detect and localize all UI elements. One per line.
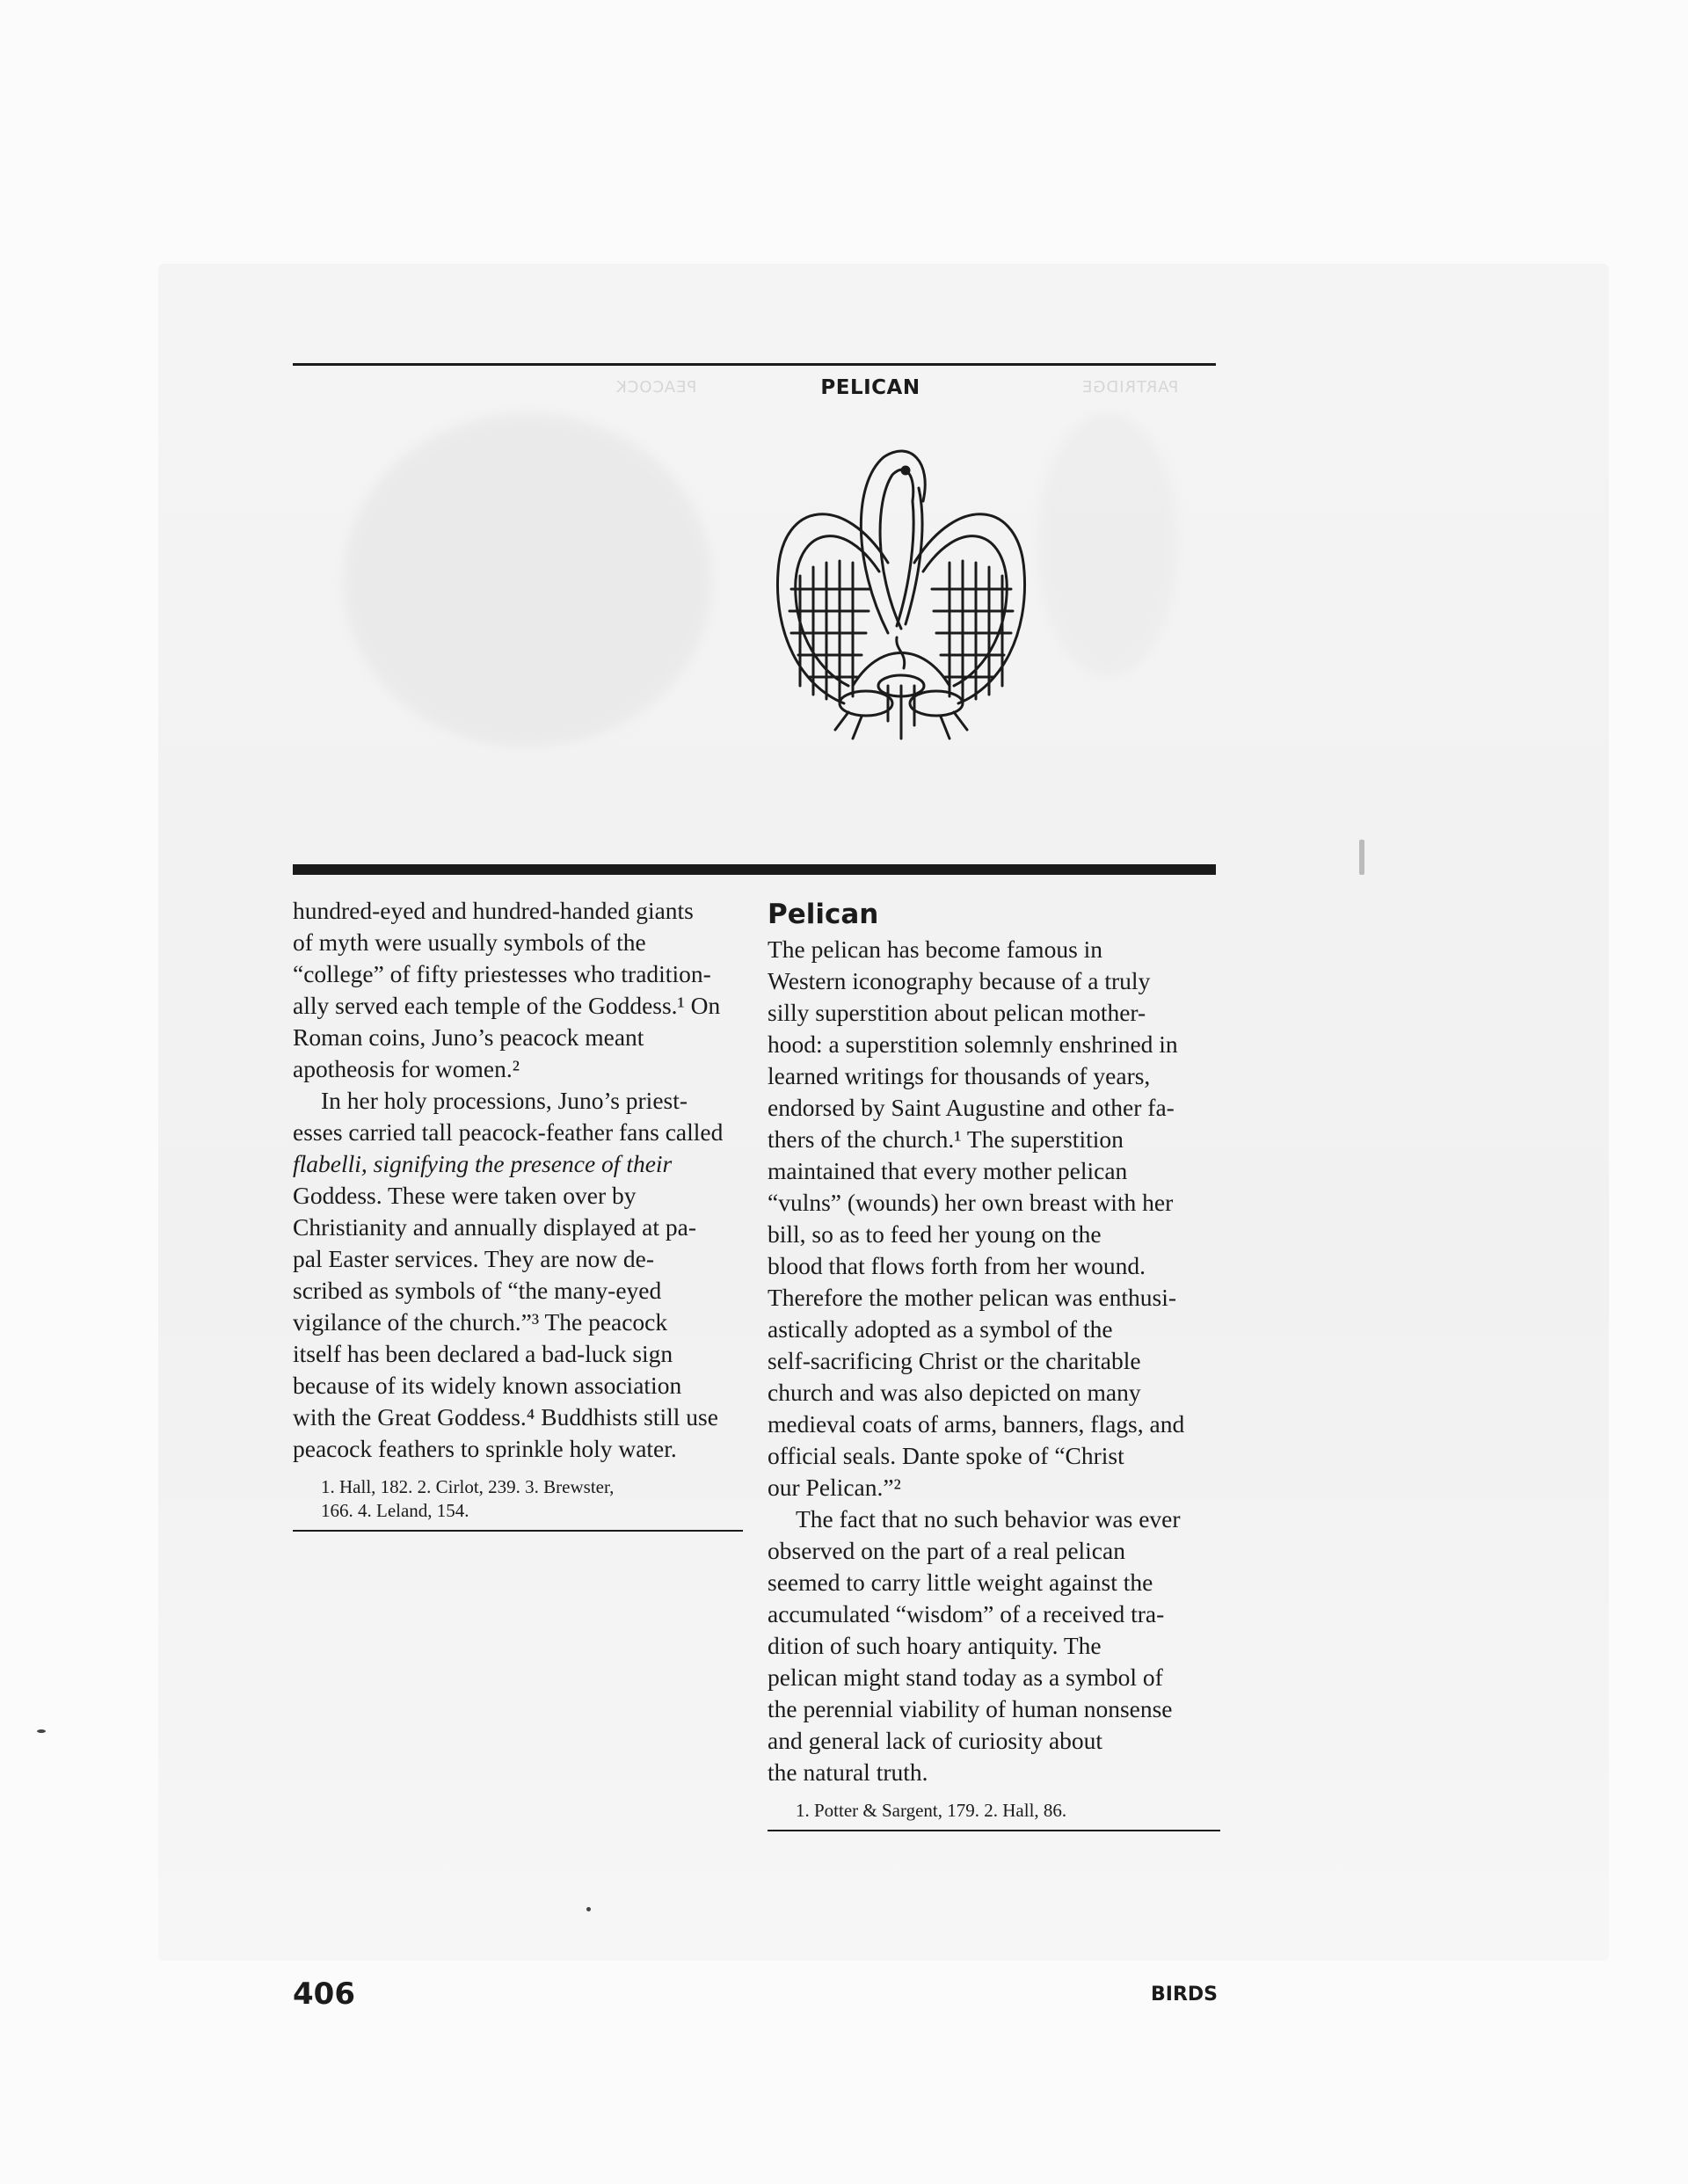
- scan-speck: [37, 1729, 46, 1733]
- text-line: the perennial viability of human nonsense: [768, 1695, 1173, 1722]
- pelican-in-her-piety-icon: [765, 422, 1037, 756]
- bleed-through-bird: [1037, 413, 1178, 677]
- text-line: silly superstition about pelican mother-: [768, 999, 1146, 1026]
- right-column: [768, 895, 1220, 1831]
- section-rule: [293, 864, 1216, 875]
- running-head: PELICAN: [820, 376, 920, 399]
- entry-heading: Pelican: [768, 899, 879, 930]
- text-line: Western iconography because of a truly: [768, 967, 1151, 994]
- left-column: [293, 895, 741, 1532]
- text-line: our Pelican.”²: [768, 1474, 901, 1501]
- text-line: astically adopted as a symbol of the: [768, 1315, 1113, 1343]
- text-line: The fact that no such behavior was ever: [796, 1505, 1181, 1532]
- text-line: vigilance of the church.”³ The peacock: [293, 1308, 668, 1336]
- text-line: ally served each temple of the Goddess.¹ On: [293, 992, 721, 1019]
- footnote-line: 166. 4. Leland, 154.: [321, 1500, 469, 1521]
- text-line: observed on the part of a real pelican: [768, 1537, 1125, 1564]
- text-line: church and was also depicted on many: [768, 1379, 1141, 1406]
- text-line: self-sacrificing Christ or the charitable: [768, 1347, 1141, 1374]
- text-line: official seals. Dante spoke of “Christ: [768, 1442, 1124, 1469]
- paragraph: [768, 1503, 1220, 1788]
- text-line: endorsed by Saint Augustine and other fa-: [768, 1094, 1175, 1121]
- text-line: scribed as symbols of “the many-eyed: [293, 1277, 662, 1304]
- bleed-through-peacock: [343, 413, 712, 747]
- top-rule: [293, 363, 1216, 366]
- text-line: the natural truth.: [768, 1758, 928, 1786]
- paragraph: [768, 934, 1220, 1503]
- page-number: 406: [293, 1977, 355, 2012]
- text-line: peacock feathers to sprinkle holy water.: [293, 1435, 677, 1462]
- text-line: blood that flows forth from her wound.: [768, 1252, 1146, 1279]
- text-line: itself has been declared a bad-luck sign: [293, 1340, 673, 1367]
- text-line: with the Great Goddess.⁴ Buddhists still use: [293, 1403, 718, 1431]
- text-line: thers of the church.¹ The superstition: [768, 1125, 1124, 1153]
- text-line: Roman coins, Juno’s peacock meant: [293, 1023, 644, 1051]
- footnote-line: 1. Potter & Sargent, 179. 2. Hall, 86.: [796, 1800, 1067, 1821]
- text-line: Christianity and annually displayed at pa-: [293, 1213, 696, 1241]
- text-line: because of its widely known association: [293, 1372, 682, 1399]
- text-line: medieval coats of arms, banners, flags, and: [768, 1410, 1185, 1438]
- text-line: hundred-eyed and hundred-handed giants: [293, 897, 694, 924]
- text-line: “vulns” (wounds) her own breast with her: [768, 1189, 1174, 1216]
- footnote-line: 1. Hall, 182. 2. Cirlot, 239. 3. Brewster,: [321, 1476, 615, 1497]
- text-line: hood: a superstition solemnly enshrined in: [768, 1030, 1178, 1058]
- paragraph: [293, 895, 741, 1085]
- text-line: bill, so as to feed her young on the: [768, 1220, 1102, 1248]
- text-line: dition of such hoary antiquity. The: [768, 1632, 1102, 1659]
- section-name: BIRDS: [1150, 1984, 1218, 2006]
- ghost-running-head: PEACOCK: [615, 378, 697, 397]
- text-line: The pelican has become famous in: [768, 935, 1103, 963]
- text-line: learned writings for thousands of years,: [768, 1062, 1151, 1089]
- text-line: “college” of fifty priestesses who tradition-: [293, 960, 711, 987]
- text-line: esses carried tall peacock-feather fans called: [293, 1118, 724, 1146]
- footnotes: [768, 1799, 1220, 1831]
- text-line: maintained that every mother pelican: [768, 1157, 1128, 1184]
- text-line: accumulated “wisdom” of a received tra-: [768, 1600, 1165, 1627]
- scan-speck: [1359, 840, 1364, 875]
- paragraph: [293, 1085, 741, 1465]
- footnotes: [293, 1475, 743, 1532]
- text-line: of myth were usually symbols of the: [293, 928, 646, 956]
- ghost-running-head: PARTRIDGE: [1081, 378, 1179, 397]
- text-line: flabelli, signifying the presence of their: [293, 1150, 673, 1177]
- text-line: seemed to carry little weight against the: [768, 1569, 1153, 1596]
- text-line: Goddess. These were taken over by: [293, 1182, 637, 1209]
- text-line: Therefore the mother pelican was enthusi-: [768, 1284, 1177, 1311]
- text-line: apotheosis for women.²: [293, 1055, 520, 1082]
- text-line: In her holy processions, Juno’s priest-: [321, 1087, 688, 1114]
- text-line: pal Easter services. They are now de-: [293, 1245, 655, 1272]
- text-line: pelican might stand today as a symbol of: [768, 1663, 1163, 1691]
- scan-speck: [586, 1907, 591, 1911]
- text-line: and general lack of curiosity about: [768, 1727, 1103, 1754]
